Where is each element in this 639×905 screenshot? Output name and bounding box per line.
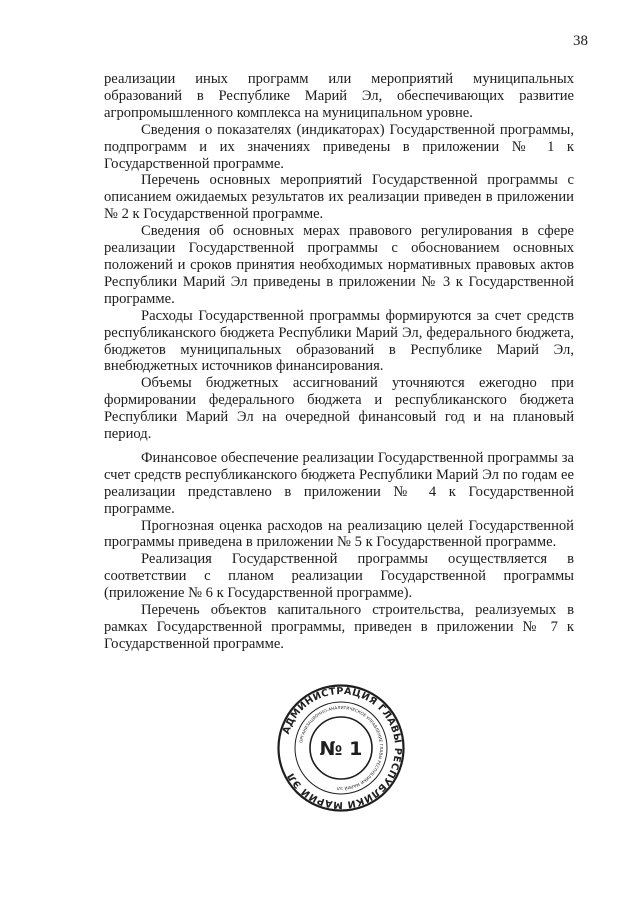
official-stamp xyxy=(276,683,406,813)
paragraph: Сведения об основных мерах правового регулирования в сфере реализации Государственной программы с обоснованием основных положений и сроков принятия необходимых нормативных правовых актов Республики Марий Эл приведены в приложении № 3 к Государственной программе. xyxy=(104,223,574,307)
paragraph: Финансовое обеспечение реализации Государственной программы за счет средств республиканского бюджета Республики Марий Эл по годам ее реализации представлено в приложении № 4 к Государственной программе. xyxy=(104,449,574,517)
stamp-inner-text: ОРГАНИЗАЦИОННО-АНАЛИТИЧЕСКОЕ УПРАВЛЕНИЕ ГЛАВЫ РЕСПУБЛИКИ МАРИЙ ЭЛ xyxy=(298,704,385,792)
paragraph: Прогнозная оценка расходов на реализацию целей Государственной программы приведена в приложении № 5 к Государственной программе. xyxy=(104,517,574,551)
paragraph: Объемы бюджетных ассигнований уточняются ежегодно при формировании федерального бюджета и республиканского бюджета Республики Марий Эл на очередной финансовый год и на плановый период. xyxy=(104,375,574,443)
paragraph: Перечень основных мероприятий Государственной программы с описанием ожидаемых результатов их реализации приведен в приложении № 2 к Государственной программе. xyxy=(104,172,574,223)
paragraph: реализации иных программ или мероприятий муниципальных образований в Республике Марий Эл, обеспечивающих развитие агропромышленного комплекса на муниципальном уровне. xyxy=(104,71,574,121)
paragraph: Перечень объектов капитального строительства, реализуемых в рамках Государственной программы, приведен в приложении № 7 к Государственной программе. xyxy=(104,602,574,652)
body-text xyxy=(104,71,574,653)
paragraph: Реализация Государственной программы осуществляется в соответствии с планом реализации Государственной программы (приложение № 6 к Государственной программе). xyxy=(104,551,574,602)
page-number: 38 xyxy=(573,33,588,49)
stamp-outer-text: АДМИНИСТРАЦИЯ ГЛАВЫ РЕСПУБЛИКИ МАРИЙ ЭЛ xyxy=(280,685,404,811)
paragraph: Сведения о показателях (индикаторах) Государственной программы, подпрограмм и их значениях приведены в приложении № 1 к Государственной программе. xyxy=(104,121,574,172)
paragraph: Расходы Государственной программы формируются за счет средств республиканского бюджета Республики Марий Эл, федерального бюджета, бюджетов муниципальных образований в Республике Марий Эл, внебюджетных источников финансирования. xyxy=(104,307,574,375)
stamp-number: № 1 xyxy=(319,738,363,760)
